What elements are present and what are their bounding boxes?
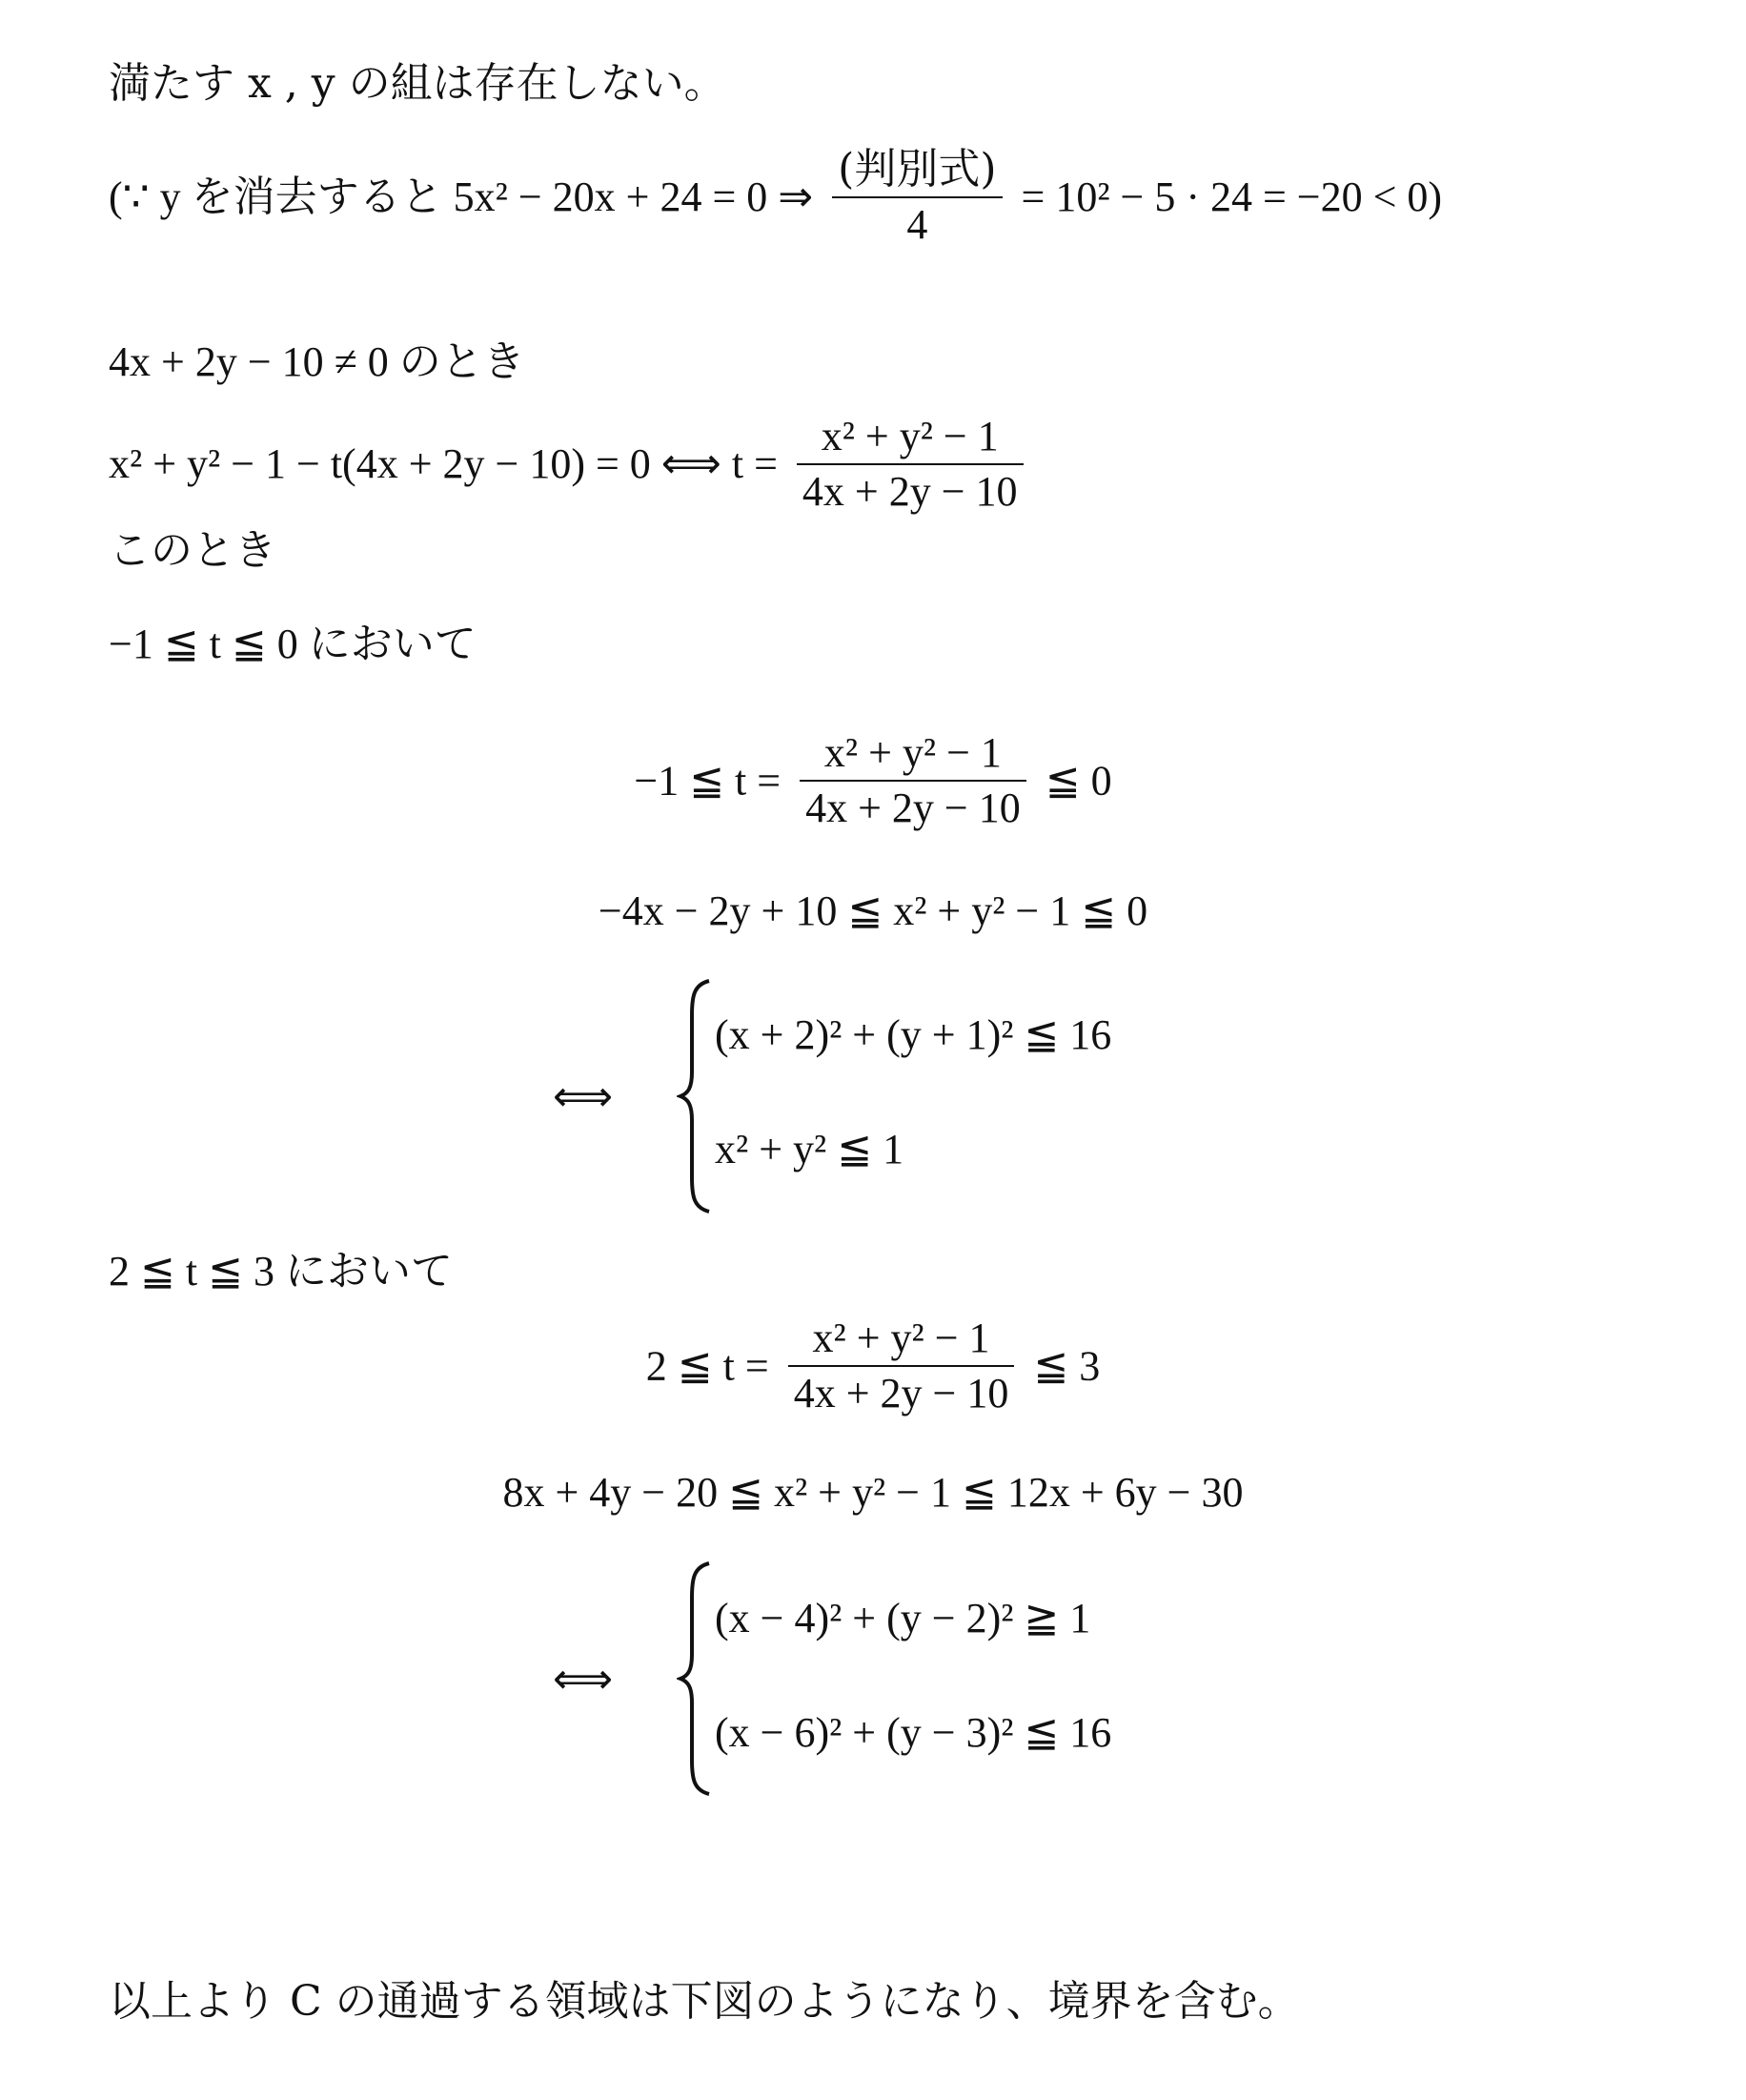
system-line-a: (x − 4)² + (y − 2)² ≧ 1 bbox=[715, 1595, 1091, 1641]
fraction-numerator: x² + y² − 1 bbox=[800, 726, 1026, 782]
system-line-a: (x + 2)² + (y + 1)² ≦ 16 bbox=[715, 1011, 1112, 1058]
equivalence-arrow: ⟺ bbox=[553, 1656, 614, 1702]
fraction-denominator: 4x + 2y − 10 bbox=[793, 1370, 1009, 1417]
t-fraction bbox=[797, 410, 1024, 519]
fraction-numerator: (判別式) bbox=[832, 143, 1002, 198]
case1-fraction bbox=[800, 726, 1026, 835]
case1-system bbox=[553, 977, 1315, 1215]
discriminant-fraction bbox=[832, 143, 1002, 252]
case2-inequality-fraction: 2 ≦ t = $\frac{\text{x² + y² − 1}}{4x + 2y - 10}$ ≦ 3 bbox=[0, 1312, 1746, 1420]
text-line-case2-heading: 2 ≦ t ≦ 3 において bbox=[109, 1248, 453, 1295]
text-line-konotoki: このとき bbox=[109, 526, 276, 575]
text-line-case1-heading: −1 ≦ t ≦ 0 において bbox=[109, 621, 477, 667]
system-line-b: x² + y² ≦ 1 bbox=[715, 1126, 904, 1172]
fraction-denominator: 4x + 2y − 10 bbox=[802, 468, 1018, 515]
discriminant-prefix: (∵ y を消去すると 5x² − 20x + 24 = 0 ⇒ bbox=[109, 173, 814, 220]
left-brace-icon bbox=[677, 977, 715, 1215]
text-line-conclusion: 以上より C の通過する領域は下図のようになり、境界を含む。 bbox=[109, 1977, 1300, 2026]
fraction-numerator: x² + y² − 1 bbox=[788, 1312, 1015, 1367]
text-line-discriminant bbox=[109, 143, 1442, 252]
discriminant-suffix: = 10² − 5 · 24 = −20 < 0) bbox=[1021, 173, 1443, 220]
case2-system bbox=[553, 1560, 1315, 1798]
fraction-numerator: x² + y² − 1 bbox=[797, 410, 1024, 465]
fraction-denominator: 4x + 2y − 10 bbox=[805, 785, 1021, 831]
text-line-condition: 4x + 2y − 10 ≠ 0 のとき bbox=[109, 338, 525, 385]
text-line-no-solution: 満たす x , y の組は存在しない。 bbox=[109, 59, 726, 108]
case2-expanded-inequality: 8x + 4y − 20 ≦ x² + y² − 1 ≦ 12x + 6y − 30 bbox=[502, 1469, 1244, 1516]
text-line-t-equation bbox=[109, 410, 1029, 519]
t-equation-prefix: x² + y² − 1 − t(4x + 2y − 10) = 0 ⟺ t = bbox=[109, 440, 778, 487]
left-brace-icon bbox=[677, 1560, 715, 1798]
case1-inequality-fraction: −1 ≦ t = $\frac{\text{x² + y² − 1}}{4x + 2y - 10}$ ≦ 0 bbox=[0, 726, 1746, 835]
equivalence-arrow: ⟺ bbox=[553, 1073, 614, 1120]
system-line-b: (x − 6)² + (y − 3)² ≦ 16 bbox=[715, 1709, 1112, 1756]
fraction-denominator: 4 bbox=[906, 201, 928, 248]
case1-expanded-inequality: −4x − 2y + 10 ≦ x² + y² − 1 ≦ 0 bbox=[598, 887, 1148, 934]
case2-fraction bbox=[788, 1312, 1015, 1420]
